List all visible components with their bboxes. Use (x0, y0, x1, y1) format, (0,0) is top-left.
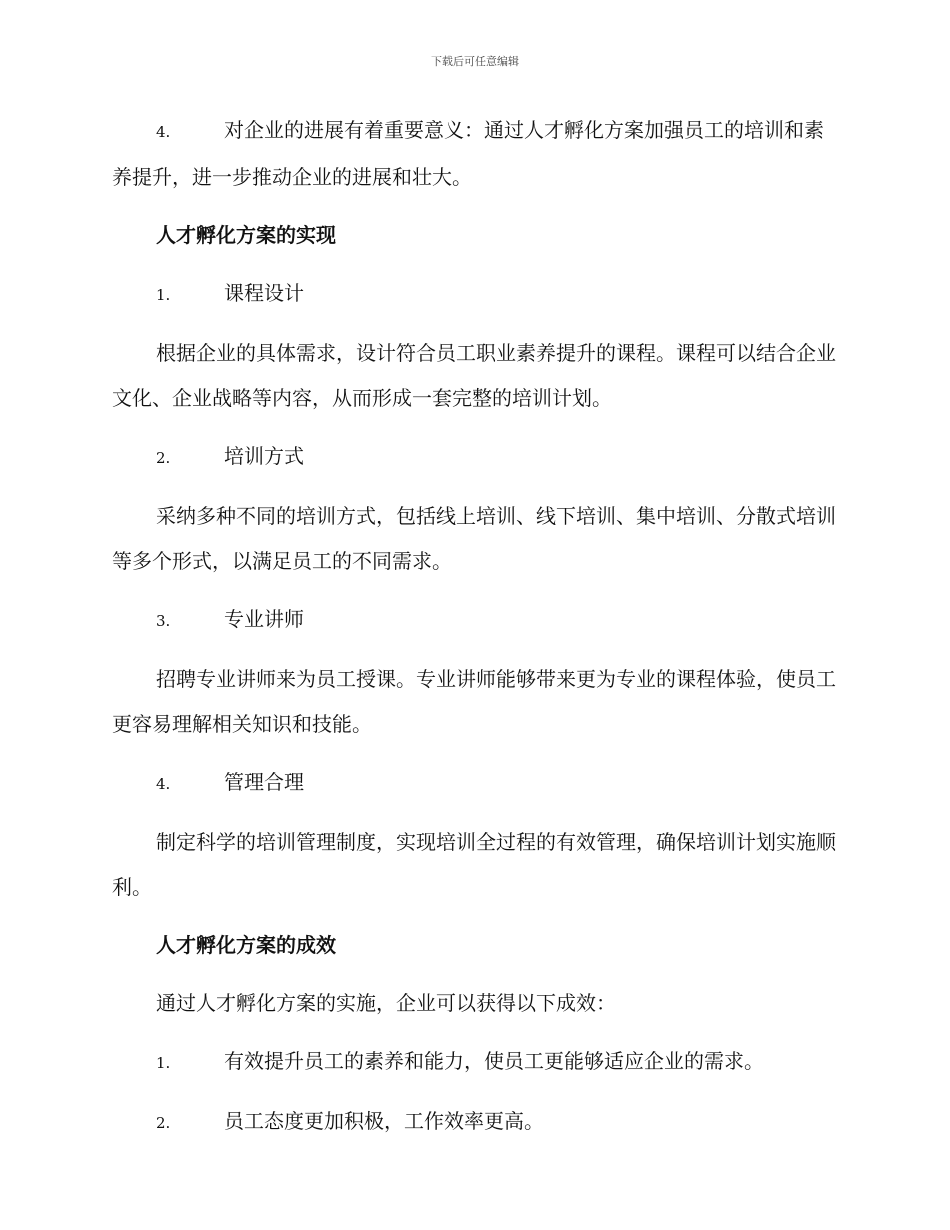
list-item-significance-4 (112, 108, 840, 200)
list-number: 1. (156, 286, 171, 304)
paragraph-management: 制定科学的培训管理制度，实现培训全过程的有效管理，确保培训计划实施顺利。 (112, 830, 836, 899)
paragraph-results-intro: 通过人才孵化方案的实施，企业可以获得以下成效： (156, 991, 616, 1015)
page-header: 下载后可任意编辑 (431, 55, 519, 68)
list-text: 课程设计 (224, 281, 304, 305)
list-number: 3. (156, 612, 171, 630)
document-body (112, 108, 840, 1159)
section-heading-results: 人才孵化方案的成效 (156, 933, 336, 957)
list-item-result-2 (112, 1099, 840, 1146)
list-text: 有效提升员工的素养和能力，使员工更能够适应企业的需求。 (224, 1049, 764, 1073)
list-text: 专业讲师 (224, 607, 304, 631)
list-number: 4. (156, 775, 171, 793)
list-item-management (112, 760, 840, 807)
section-heading-implementation: 人才孵化方案的实现 (156, 223, 336, 247)
paragraph-course-design: 根据企业的具体需求，设计符合员工职业素养提升的课程。课程可以结合企业文化、企业战略等内容，从而形成一套完整的培训计划。 (112, 341, 836, 410)
list-item-training-method (112, 434, 840, 481)
list-text: 管理合理 (224, 770, 304, 794)
list-text: 培训方式 (224, 444, 304, 468)
list-number: 4. (156, 123, 171, 141)
list-item-result-1 (112, 1039, 840, 1086)
paragraph-professional-lecturer: 招聘专业讲师来为员工授课。专业讲师能够带来更为专业的课程体验，使员工更容易理解相关知识和技能。 (112, 667, 836, 736)
list-item-professional-lecturer (112, 597, 840, 644)
list-number: 1. (156, 1054, 171, 1072)
list-text: 对企业的进展有着重要意义：通过人才孵化方案加强员工的培训和素养提升，进一步推动企业的进展和壮大。 (112, 118, 824, 189)
list-number: 2. (156, 449, 171, 467)
list-number: 2. (156, 1114, 171, 1132)
paragraph-training-method: 采纳多种不同的培训方式，包括线上培训、线下培训、集中培训、分散式培训等多个形式，以满足员工的不同需求。 (112, 504, 836, 573)
list-text: 员工态度更加积极，工作效率更高。 (224, 1109, 544, 1133)
list-item-course-design (112, 271, 840, 318)
